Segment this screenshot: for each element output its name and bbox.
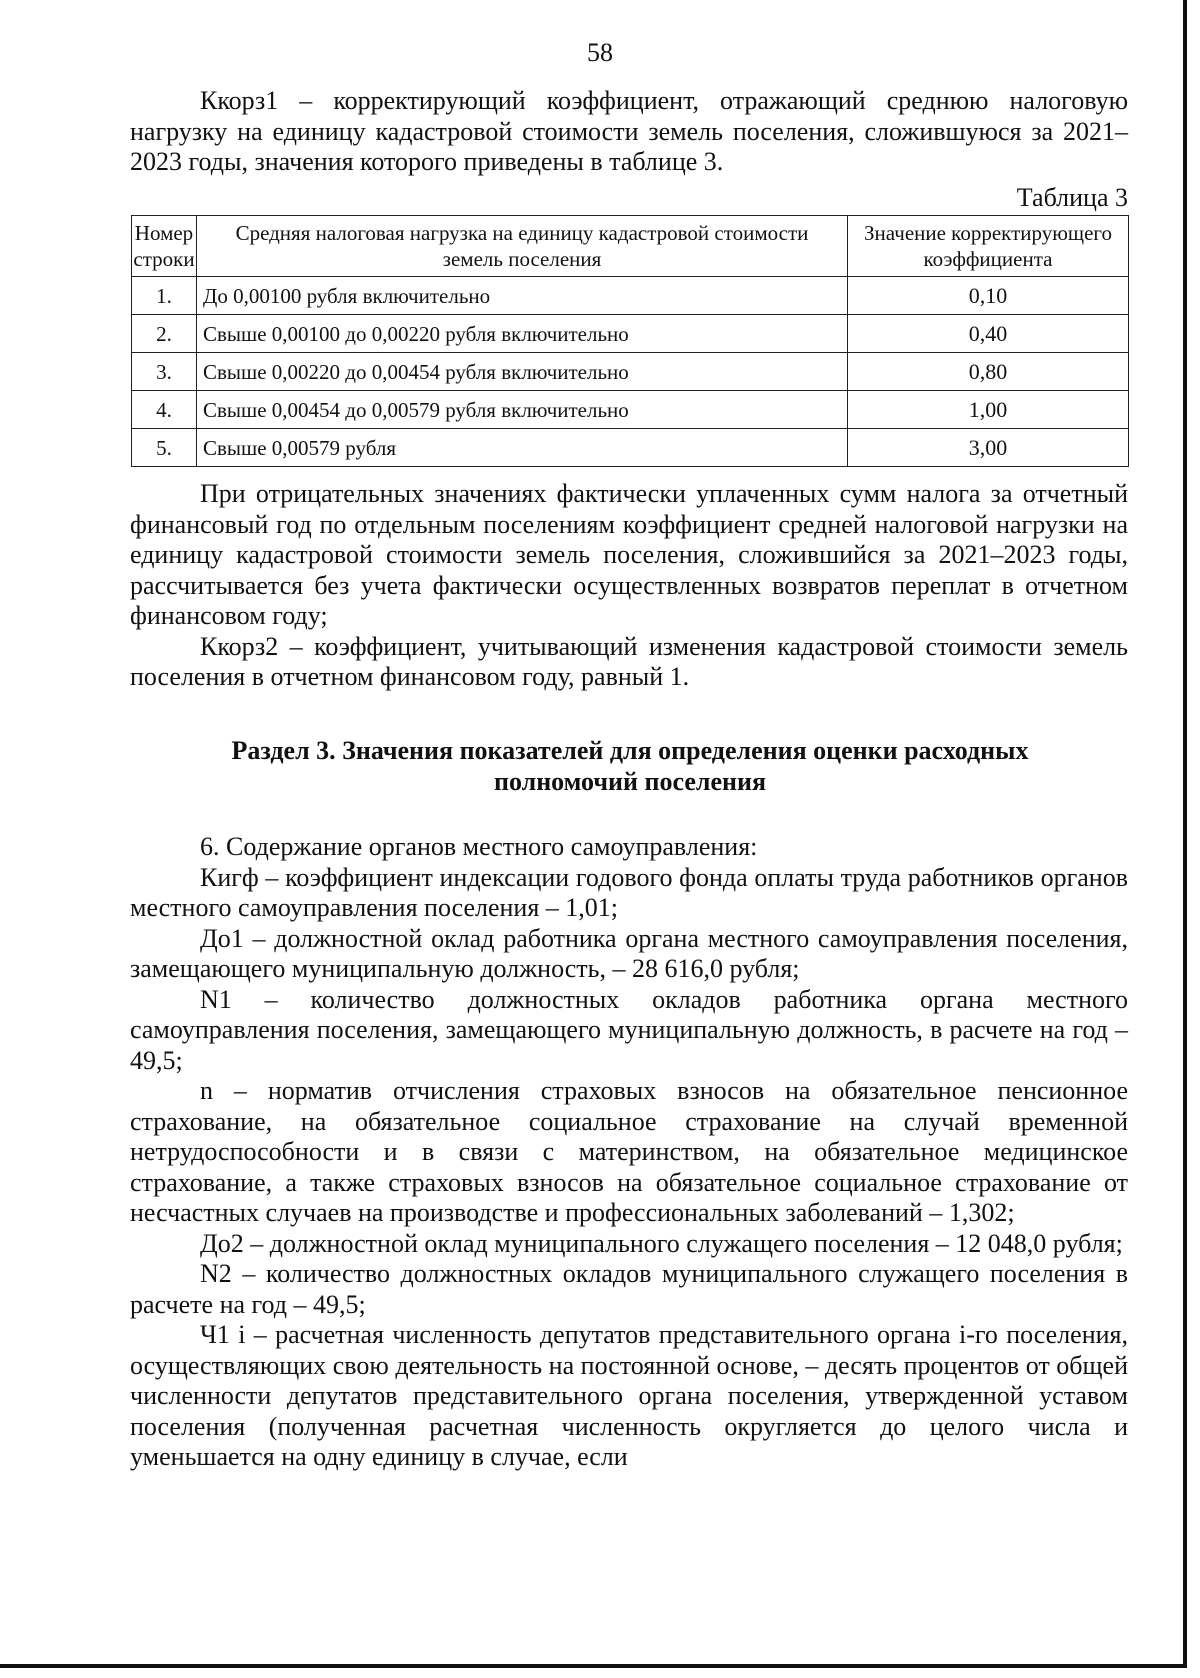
table-header-row xyxy=(132,216,1129,277)
intro-block xyxy=(130,86,1128,178)
section-title-line-1: Раздел 3. Значения показателей для определения оценки расходных xyxy=(231,736,1029,765)
ch1-paragraph: Ч1 i – расчетная численность депутатов представительного органа i-го поселения, осуществляющих свою деятельность на постоянной основе, – десять процентов от общей численности депутатов представительного органа поселения, утвержденной уставом поселения (полученная расчетная численность округляется до целого числа и уменьшается на одну единицу в случае, если xyxy=(130,1320,1128,1471)
row-range: Свыше 0,00220 до 0,00454 рубля включительно xyxy=(197,353,848,391)
header-row-number: Номер строки xyxy=(132,216,197,277)
do1-paragraph: До1 – должностной оклад работника органа местного самоуправления поселения, замещающего муниципальную должность, – 28 616,0 рубля; xyxy=(130,923,1128,983)
table-row xyxy=(132,277,1129,315)
header-tax-load: Средняя налоговая нагрузка на единицу кадастровой стоимости земель поселения xyxy=(197,216,848,277)
row-range: Свыше 0,00100 до 0,00220 рубля включительно xyxy=(197,315,848,353)
row-number: 4. xyxy=(132,391,197,429)
table-caption: Таблица 3 xyxy=(1016,183,1128,212)
after-table-block xyxy=(130,479,1128,693)
kkorz2-paragraph: Ккорз2 – коэффициент, учитывающий изменения кадастровой стоимости земель поселения в отчетном финансовом году, равный 1. xyxy=(130,631,1128,691)
row-range: Свыше 0,00579 рубля xyxy=(197,429,848,467)
row-value: 0,10 xyxy=(848,277,1129,315)
row-number: 5. xyxy=(132,429,197,467)
row-number: 3. xyxy=(132,353,197,391)
kigf-paragraph: Кигф – коэффициент индексации годового фонда оплаты труда работников органов местного самоуправления поселения – 1,01; xyxy=(130,862,1128,922)
insurance-paragraph: n – норматив отчисления страховых взносов на обязательное пенсионное страхование, на обязательное социальное страхование на случай временной нетрудоспособности и в связи с материнством, на обязательное медицинское страхование, а также страховых взносов на обязательное социальное страхование от несчастных случаев на производстве и профессиональных заболеваний – 1,302; xyxy=(130,1076,1128,1227)
row-number: 1. xyxy=(132,277,197,315)
page-number: 58 xyxy=(587,38,613,67)
table-row xyxy=(132,315,1129,353)
table-row xyxy=(132,353,1129,391)
row-value: 3,00 xyxy=(848,429,1129,467)
do2-paragraph: До2 – должностной оклад муниципального служащего поселения – 12 048,0 рубля; xyxy=(200,1228,1123,1258)
row-range: Свыше 0,00454 до 0,00579 рубля включительно xyxy=(197,391,848,429)
n2-paragraph: N2 – количество должностных окладов муниципального служащего поселения в расчете на год – 49,5; xyxy=(130,1259,1128,1319)
coefficient-table xyxy=(131,215,1129,467)
negative-values-paragraph: При отрицательных значениях фактически уплаченных сумм налога за отчетный финансовый год по отдельным поселениям коэффициент средней налоговой нагрузки на единицу кадастровой стоимости земель поселения, сложившийся за 2021–2023 годы, рассчитывается без учета фактически осуществленных возвратов переплат в отчетном финансовом году; xyxy=(130,479,1128,630)
item-heading: 6. Содержание органов местного самоуправления: xyxy=(200,832,758,861)
table-row xyxy=(132,391,1129,429)
intro-paragraph: Ккорз1 – корректирующий коэффициент, отражающий среднюю налоговую нагрузку на единицу кадастровой стоимости земель поселения, сложившуюся за 2021–2023 годы, значения которого приведены в таблице 3. xyxy=(130,86,1128,176)
section-title xyxy=(150,735,1110,797)
row-value: 0,40 xyxy=(848,315,1129,353)
row-range: До 0,00100 рубля включительно xyxy=(197,277,848,315)
page-border-bottom xyxy=(0,1664,1187,1668)
row-value: 1,00 xyxy=(848,391,1129,429)
n1-paragraph: N1 – количество должностных окладов работника органа местного самоуправления поселения, замещающего муниципальную должность, в расчете на год – 49,5; xyxy=(130,984,1128,1075)
row-number: 2. xyxy=(132,315,197,353)
row-value: 0,80 xyxy=(848,353,1129,391)
section-body xyxy=(130,832,1128,1473)
section-title-line-2: полномочий поселения xyxy=(493,767,767,796)
table-row xyxy=(132,429,1129,467)
header-coefficient: Значение корректирующего коэффициента xyxy=(848,216,1129,277)
page-border-right xyxy=(1183,0,1187,1668)
